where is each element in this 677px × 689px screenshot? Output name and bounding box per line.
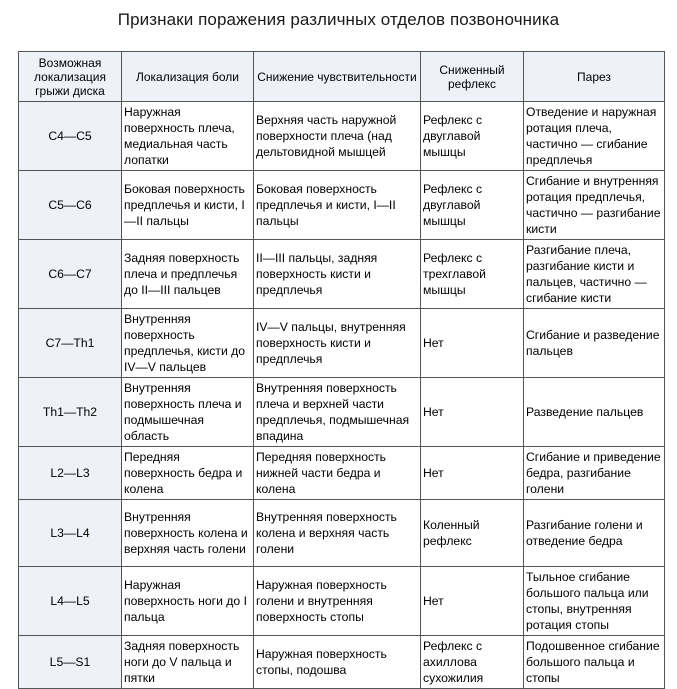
reflex-cell: Коленный рефлекс — [421, 500, 524, 567]
pain-cell: Задняя поверхность плеча и предплечья до II—III пальцев — [122, 240, 254, 309]
reflex-cell: Нет — [421, 447, 524, 500]
pain-cell: Наружная поверхность плеча, медиальная часть лопатки — [122, 102, 254, 171]
reflex-cell: Нет — [421, 378, 524, 447]
level-cell: L2—L3 — [19, 447, 122, 500]
table-row — [19, 636, 665, 689]
sensitivity-cell: Внутренняя поверхность плеча и верхней части предплечья, подмышечная впадина — [254, 378, 421, 447]
table-row — [19, 500, 665, 567]
reflex-cell: Нет — [421, 567, 524, 636]
level-cell: L4—L5 — [19, 567, 122, 636]
level-cell: Th1—Th2 — [19, 378, 122, 447]
paresis-cell: Сгибание и приведение бедра, разгибание голени — [524, 447, 665, 500]
header-hernia-location: Возможная локализация грыжи диска — [19, 52, 122, 102]
sensitivity-cell: II—III пальцы, задняя поверхность кисти и предплечья — [254, 240, 421, 309]
paresis-cell: Подошвенное сгибание большого пальца и стопы — [524, 636, 665, 689]
table-row — [19, 567, 665, 636]
level-cell: L3—L4 — [19, 500, 122, 567]
sensitivity-cell: Наружная поверхность голени и внутренняя поверхность стопы — [254, 567, 421, 636]
table-row — [19, 240, 665, 309]
pain-cell: Задняя поверхность ноги до V пальца и пятки — [122, 636, 254, 689]
paresis-cell: Разгибание голени и отведение бедра — [524, 500, 665, 567]
level-cell: С7—Th1 — [19, 309, 122, 378]
table-row — [19, 447, 665, 500]
header-reduced-reflex: Сниженный рефлекс — [421, 52, 524, 102]
header-sensitivity-decrease: Снижение чувствительности — [254, 52, 421, 102]
level-cell: С6—С7 — [19, 240, 122, 309]
sensitivity-cell: Передняя поверхность нижней части бедра и колена — [254, 447, 421, 500]
reflex-cell: Нет — [421, 309, 524, 378]
pain-cell: Наружная поверхность ноги до I пальца — [122, 567, 254, 636]
level-cell: С4—С5 — [19, 102, 122, 171]
level-cell: L5—S1 — [19, 636, 122, 689]
pain-cell: Боковая поверхность предплечья и кисти, I—II пальцы — [122, 171, 254, 240]
table-row — [19, 378, 665, 447]
sensitivity-cell: Внутренняя поверхность колена и верхняя часть голени — [254, 500, 421, 567]
sensitivity-cell: Боковая поверхность предплечья и кисти, I—II пальцы — [254, 171, 421, 240]
sensitivity-cell: Верхняя часть наружной поверхности плеча (над дельтовидной мышцей — [254, 102, 421, 171]
header-pain-location: Локализация боли — [122, 52, 254, 102]
level-cell: С5—С6 — [19, 171, 122, 240]
page-title: Признаки поражения различных отделов позвоночника — [117, 10, 560, 29]
reflex-cell: Рефлекс с трехглавой мышцы — [421, 240, 524, 309]
pain-cell: Внутренняя поверхность колена и верхняя часть голени — [122, 500, 254, 567]
table-row — [19, 102, 665, 171]
table-row — [19, 171, 665, 240]
table-header-row — [19, 52, 665, 102]
header-paresis: Парез — [524, 52, 665, 102]
sensitivity-cell: Наружная поверхность стопы, подошва — [254, 636, 421, 689]
paresis-cell: Сгибание и разведение пальцев — [524, 309, 665, 378]
paresis-cell: Разгибание плеча, разгибание кисти и пальцев, частично — сгибание кисти — [524, 240, 665, 309]
sensitivity-cell: IV—V пальцы, внутренняя поверхность кисти и предплечья — [254, 309, 421, 378]
pain-cell: Внутренняя поверхность плеча и подмышечная область — [122, 378, 254, 447]
paresis-cell: Сгибание и внутренняя ротация предплечья, частично — разгибание кисти — [524, 171, 665, 240]
spine-lesion-table — [18, 51, 665, 689]
reflex-cell: Рефлекс с ахиллова сухожилия — [421, 636, 524, 689]
paresis-cell: Тыльное сгибание большого пальца или стопы, внутренняя ротация стопы — [524, 567, 665, 636]
pain-cell: Передняя поверхность бедра и колена — [122, 447, 254, 500]
paresis-cell: Отведение и наружная ротация плеча, частично — сгибание предплечья — [524, 102, 665, 171]
paresis-cell: Разведение пальцев — [524, 378, 665, 447]
pain-cell: Внутренняя поверхность предплечья, кисти до IV—V пальцев — [122, 309, 254, 378]
reflex-cell: Рефлекс с двуглавой мышцы — [421, 171, 524, 240]
table-row — [19, 309, 665, 378]
reflex-cell: Рефлекс с двуглавой мышцы — [421, 102, 524, 171]
